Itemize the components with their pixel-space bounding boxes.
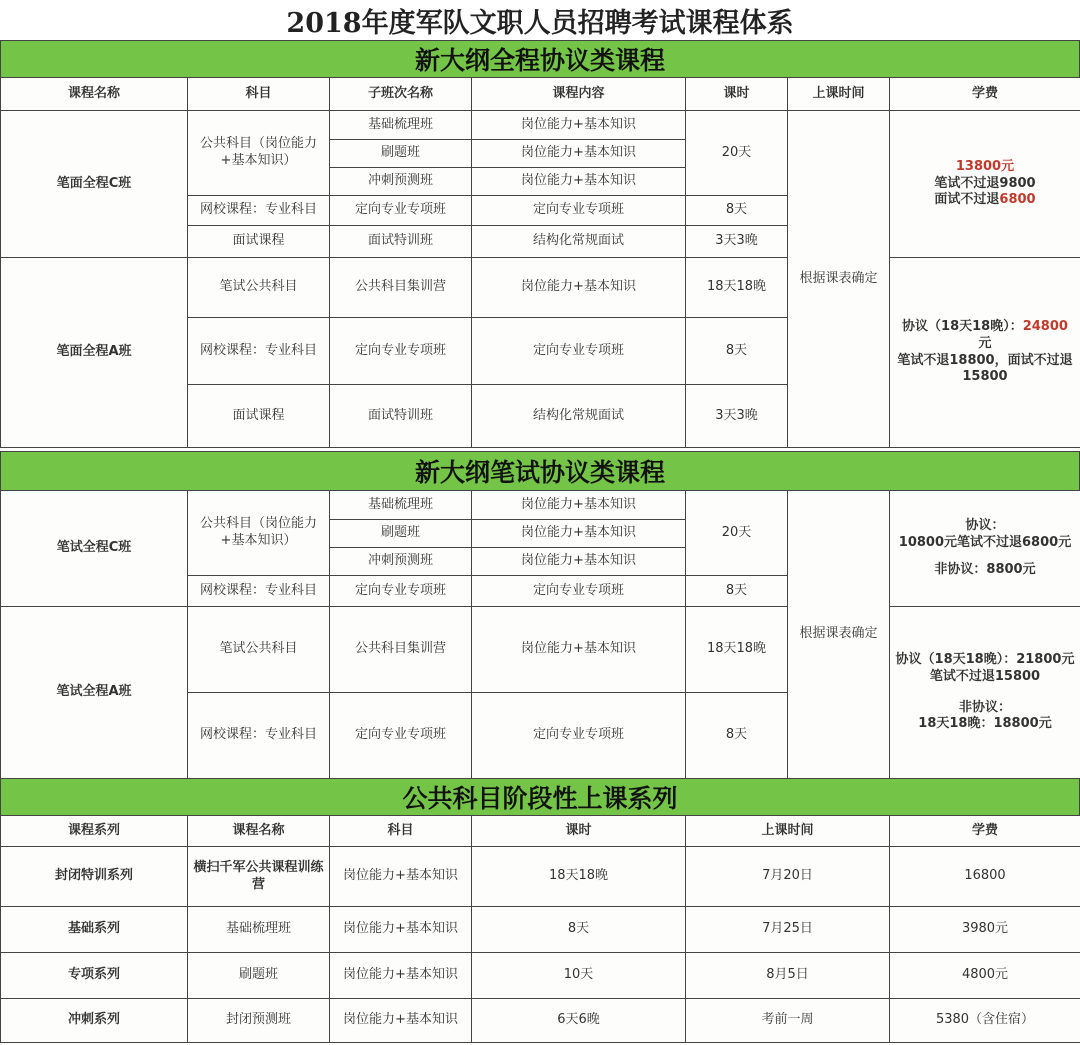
hours-cell: 8天 bbox=[686, 318, 788, 385]
fee-cell bbox=[890, 607, 1080, 779]
fee-refund: 笔试不退18800，面试不过退15800 bbox=[897, 352, 1073, 385]
table-row bbox=[1, 999, 1080, 1043]
series-cell: 专项系列 bbox=[1, 953, 188, 999]
course-name-cell: 笔试全程C班 bbox=[1, 491, 188, 607]
sub-class-cell: 基础梳理班 bbox=[330, 491, 472, 520]
content-cell: 岗位能力+基本知识 bbox=[472, 111, 686, 140]
date-cell: 8月5日 bbox=[686, 953, 890, 999]
hours-cell: 10天 bbox=[472, 953, 686, 999]
subject-cell: 笔试公共科目 bbox=[188, 607, 330, 693]
subject-cell: 公共科目（岗位能力+基本知识） bbox=[188, 111, 330, 196]
subject-cell: 公共科目（岗位能力+基本知识） bbox=[188, 491, 330, 576]
header-hours: 课时 bbox=[686, 78, 788, 111]
sub-class-cell: 刷题班 bbox=[330, 140, 472, 168]
fee-cell: 4800元 bbox=[890, 953, 1080, 999]
subject-cell: 网校课程：专业科目 bbox=[188, 576, 330, 607]
fee-cell: 5380（含住宿） bbox=[890, 999, 1080, 1043]
header-subject: 科目 bbox=[188, 78, 330, 111]
fee-refund-interview bbox=[894, 192, 1076, 209]
hours-cell: 3天3晚 bbox=[686, 385, 788, 448]
course-name-cell: 横扫千军公共课程训练营 bbox=[188, 847, 330, 907]
date-cell: 7月20日 bbox=[686, 847, 890, 907]
content-cell: 岗位能力+基本知识 bbox=[472, 258, 686, 318]
hours-cell: 6天6晚 bbox=[472, 999, 686, 1043]
fee-non-agreement-label: 非协议： bbox=[958, 699, 1011, 715]
table-row bbox=[1, 907, 1080, 953]
content-cell: 岗位能力+基本知识 bbox=[472, 140, 686, 168]
sub-class-cell: 刷题班 bbox=[330, 520, 472, 548]
table-row bbox=[1, 111, 1080, 140]
sub-class-cell: 冲刺预测班 bbox=[330, 548, 472, 576]
fee-cell bbox=[890, 111, 1080, 258]
sub-class-cell: 基础梳理班 bbox=[330, 111, 472, 140]
header-sub-class: 子班次名称 bbox=[330, 78, 472, 111]
page-title: 2018年度军队文职人员招聘考试课程体系 bbox=[0, 0, 1080, 40]
public-series-table bbox=[0, 815, 1080, 1043]
header-subject: 科目 bbox=[330, 816, 472, 847]
header-schedule: 上课时间 bbox=[686, 816, 890, 847]
content-cell: 岗位能力+基本知识 bbox=[472, 520, 686, 548]
subject-cell: 面试课程 bbox=[188, 226, 330, 258]
hours-cell: 18天18晚 bbox=[472, 847, 686, 907]
table-row bbox=[1, 491, 1080, 520]
content-cell: 定向专业专项班 bbox=[472, 196, 686, 226]
sub-class-cell: 公共科目集训营 bbox=[330, 258, 472, 318]
subject-cell: 岗位能力+基本知识 bbox=[330, 847, 472, 907]
series-cell: 冲刺系列 bbox=[1, 999, 188, 1043]
table-header-row bbox=[1, 816, 1080, 847]
content-cell: 岗位能力+基本知识 bbox=[472, 168, 686, 196]
header-content: 课程内容 bbox=[472, 78, 686, 111]
content-cell: 定向专业专项班 bbox=[472, 576, 686, 607]
hours-cell: 8天 bbox=[472, 907, 686, 953]
date-cell: 7月25日 bbox=[686, 907, 890, 953]
header-schedule: 上课时间 bbox=[788, 78, 890, 111]
hours-cell: 18天18晚 bbox=[686, 607, 788, 693]
table-row bbox=[1, 847, 1080, 907]
header-fee: 学费 bbox=[890, 78, 1080, 111]
hours-cell: 3天3晚 bbox=[686, 226, 788, 258]
fee-refund-interview-amount: 6800 bbox=[999, 192, 1036, 208]
schedule-cell: 根据课表确定 bbox=[788, 491, 890, 779]
course-name-cell: 封闭预测班 bbox=[188, 999, 330, 1043]
subject-cell: 网校课程：专业科目 bbox=[188, 318, 330, 385]
table-row bbox=[1, 258, 1080, 318]
fee-non-agreement: 非协议：8800元 bbox=[934, 561, 1036, 577]
header-series: 课程系列 bbox=[1, 816, 188, 847]
hours-cell: 18天18晚 bbox=[686, 258, 788, 318]
course-name-cell: 笔试全程A班 bbox=[1, 607, 188, 779]
hours-cell: 8天 bbox=[686, 693, 788, 779]
subject-cell: 岗位能力+基本知识 bbox=[330, 907, 472, 953]
fee-cell bbox=[890, 258, 1080, 448]
sub-class-cell: 定向专业专项班 bbox=[330, 576, 472, 607]
header-fee: 学费 bbox=[890, 816, 1080, 847]
content-cell: 结构化常规面试 bbox=[472, 385, 686, 448]
content-cell: 定向专业专项班 bbox=[472, 318, 686, 385]
content-cell: 结构化常规面试 bbox=[472, 226, 686, 258]
written-program-table bbox=[0, 490, 1080, 779]
fee-unit: 元 bbox=[978, 335, 992, 351]
fee-agreement bbox=[894, 319, 1076, 336]
fee-refund-written: 笔试不过退9800 bbox=[934, 175, 1036, 191]
section-banner-written-program: 新大纲笔试协议类课程 bbox=[0, 451, 1080, 491]
fee-price: 13800元 bbox=[955, 158, 1015, 174]
sub-class-cell: 定向专业专项班 bbox=[330, 318, 472, 385]
table-header-row bbox=[1, 78, 1080, 111]
table-row bbox=[1, 953, 1080, 999]
hours-cell: 20天 bbox=[686, 111, 788, 196]
course-name-cell: 刷题班 bbox=[188, 953, 330, 999]
fee-refund-interview-label: 面试不过退 bbox=[934, 192, 1000, 208]
content-cell: 岗位能力+基本知识 bbox=[472, 548, 686, 576]
hours-cell: 8天 bbox=[686, 576, 788, 607]
fee-agreement: 协议（18天18晚）：21800元 bbox=[895, 651, 1075, 667]
hours-cell: 8天 bbox=[686, 196, 788, 226]
fee-agreement-label: 协议（18天18晚）： bbox=[902, 318, 1023, 334]
fee-agreement-label: 协议： bbox=[965, 518, 1005, 534]
hours-cell: 20天 bbox=[686, 491, 788, 576]
sub-class-cell: 面试特训班 bbox=[330, 226, 472, 258]
content-cell: 岗位能力+基本知识 bbox=[472, 491, 686, 520]
fee-refund: 笔试不过退15800 bbox=[929, 668, 1041, 684]
series-cell: 基础系列 bbox=[1, 907, 188, 953]
subject-cell: 面试课程 bbox=[188, 385, 330, 448]
sub-class-cell: 公共科目集训营 bbox=[330, 607, 472, 693]
subject-cell: 岗位能力+基本知识 bbox=[330, 953, 472, 999]
date-cell: 考前一周 bbox=[686, 999, 890, 1043]
header-course-name: 课程名称 bbox=[188, 816, 330, 847]
sub-class-cell: 定向专业专项班 bbox=[330, 196, 472, 226]
fee-cell bbox=[890, 491, 1080, 607]
subject-cell: 网校课程：专业科目 bbox=[188, 693, 330, 779]
table-row bbox=[1, 607, 1080, 693]
section-banner-full-program: 新大纲全程协议类课程 bbox=[0, 40, 1080, 78]
subject-cell: 笔试公共科目 bbox=[188, 258, 330, 318]
series-cell: 封闭特训系列 bbox=[1, 847, 188, 907]
sub-class-cell: 冲刺预测班 bbox=[330, 168, 472, 196]
fee-non-agreement-value: 18天18晚：18800元 bbox=[918, 716, 1052, 732]
sub-class-cell: 定向专业专项班 bbox=[330, 693, 472, 779]
fee-cell: 3980元 bbox=[890, 907, 1080, 953]
fee-agreement-amount: 24800 bbox=[1022, 318, 1068, 334]
course-name-cell: 笔面全程A班 bbox=[1, 258, 188, 448]
schedule-cell: 根据课表确定 bbox=[788, 111, 890, 448]
full-program-table bbox=[0, 77, 1080, 448]
course-name-cell: 基础梳理班 bbox=[188, 907, 330, 953]
content-cell: 定向专业专项班 bbox=[472, 693, 686, 779]
fee-agreement-value: 10800元笔试不过退6800元 bbox=[898, 535, 1072, 551]
subject-cell: 网校课程：专业科目 bbox=[188, 196, 330, 226]
sub-class-cell: 面试特训班 bbox=[330, 385, 472, 448]
header-hours: 课时 bbox=[472, 816, 686, 847]
section-banner-public-series: 公共科目阶段性上课系列 bbox=[0, 778, 1080, 816]
fee-cell: 16800 bbox=[890, 847, 1080, 907]
content-cell: 岗位能力+基本知识 bbox=[472, 607, 686, 693]
header-course-name: 课程名称 bbox=[1, 78, 188, 111]
course-name-cell: 笔面全程C班 bbox=[1, 111, 188, 258]
subject-cell: 岗位能力+基本知识 bbox=[330, 999, 472, 1043]
